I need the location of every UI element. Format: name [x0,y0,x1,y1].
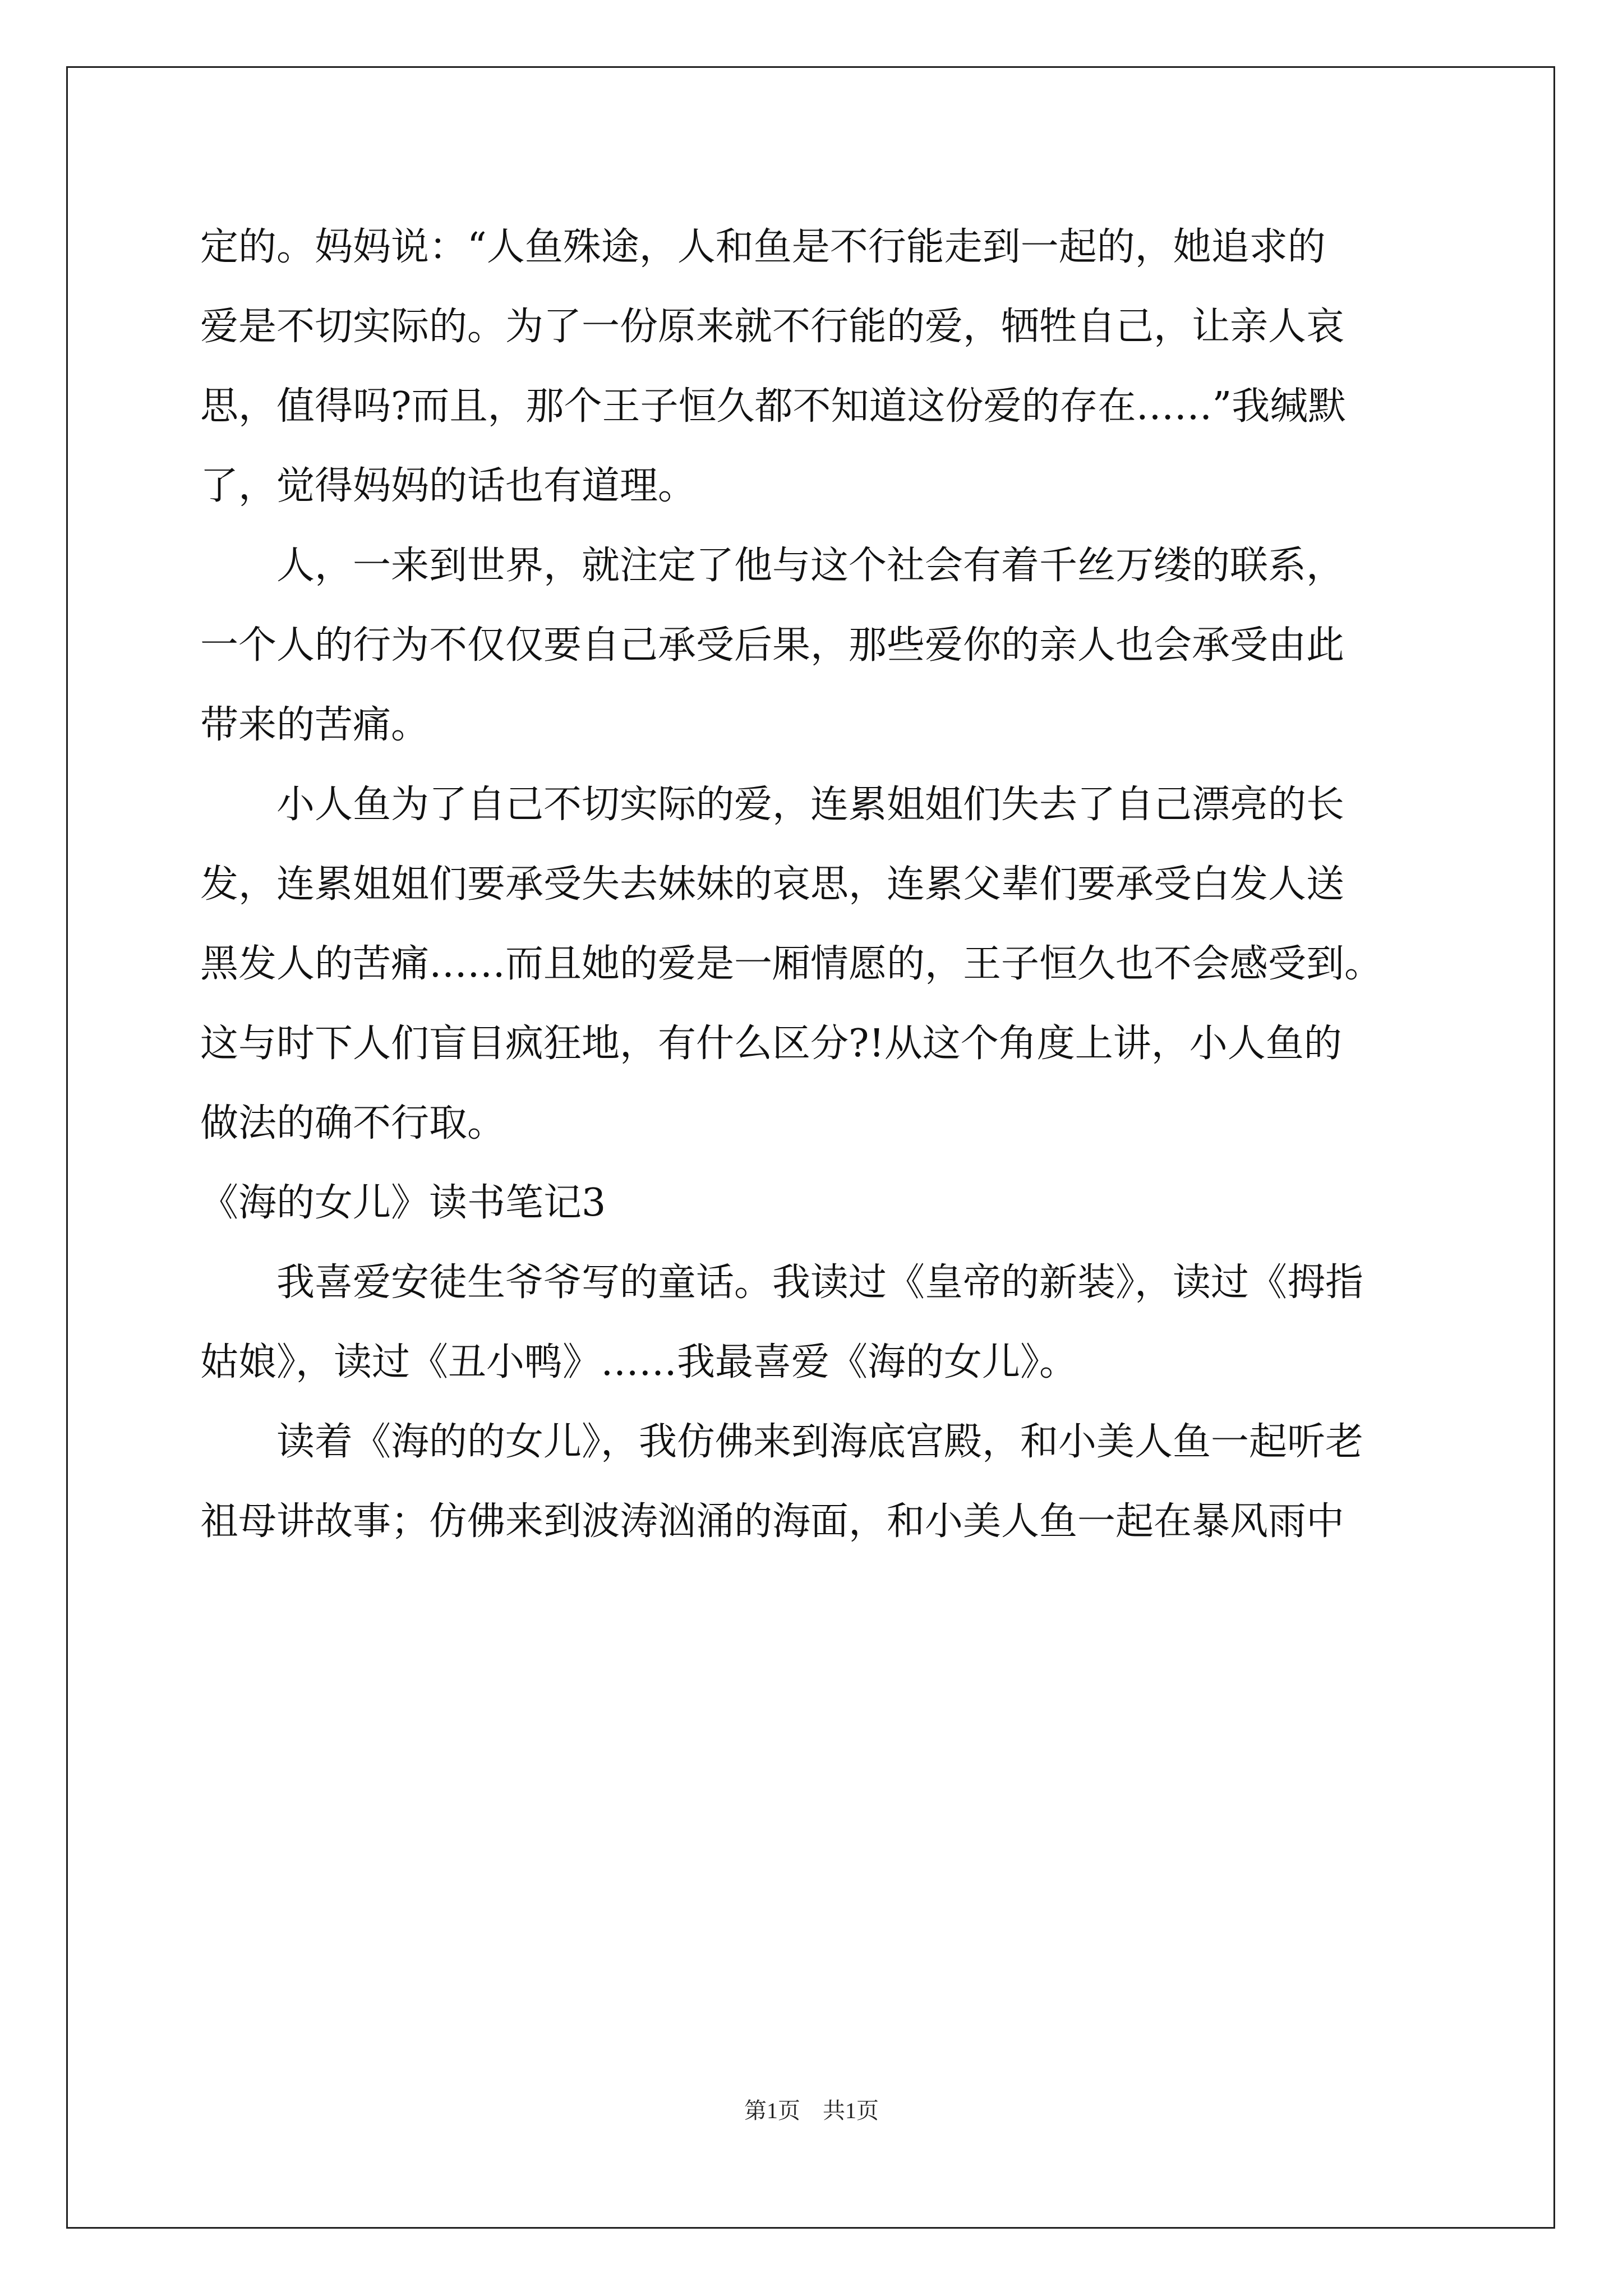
text-line: 姑娘》，读过《丑小鸭》……我最喜爱《海的女儿》。 [200,1340,1078,1384]
text-line: 祖母讲故事；仿佛来到波涛汹涌的海面，和小美人鱼一起在暴风雨中 [200,1499,1345,1544]
section-heading: 《海的女儿》读书笔记3 [200,1181,606,1225]
text-line: 我喜爱安徒生爷爷写的童话。我读过《皇帝的新装》，读过《拇指 [276,1260,1364,1305]
text-line: 小人鱼为了自己不切实际的爱，连累姐姐们失去了自己漂亮的长 [276,783,1345,827]
text-line: 思，值得吗?而且，那个王子恒久都不知道这份爱的存在……”我缄默 [200,384,1347,429]
page-number-footer: 第1页 共1页 [744,2098,879,2123]
text-line: 做法的确不行取。 [200,1101,506,1145]
text-line: 一个人的行为不仅仅要自己承受后果，那些爱你的亲人也会承受由此 [200,623,1345,668]
text-line: 发，连累姐姐们要承受失去妹妹的哀思，连累父辈们要承受白发人送 [200,862,1345,907]
text-line: 定的。妈妈说：“人鱼殊途，人和鱼是不行能走到一起的，她追求的 [200,225,1326,269]
text-line: 这与时下人们盲目疯狂地，有什么区分?!从这个角度上讲，小人鱼的 [200,1022,1342,1066]
text-line: 读着《海的的女儿》，我仿佛来到海底宫殿，和小美人鱼一起听老 [276,1420,1364,1464]
document-body [200,208,1434,1562]
text-line: 黑发人的苦痛……而且她的爱是一厢情愿的，王子恒久也不会感受到。 [200,942,1383,986]
text-line: 带来的苦痛。 [200,703,430,747]
text-line: 人，一来到世界，就注定了他与这个社会有着千丝万缕的联系， [276,544,1345,588]
text-line: 爱是不切实际的。为了一份原来就不行能的爱，牺牲自己，让亲人哀 [200,305,1345,349]
text-line: 了，觉得妈妈的话也有道理。 [200,464,697,508]
